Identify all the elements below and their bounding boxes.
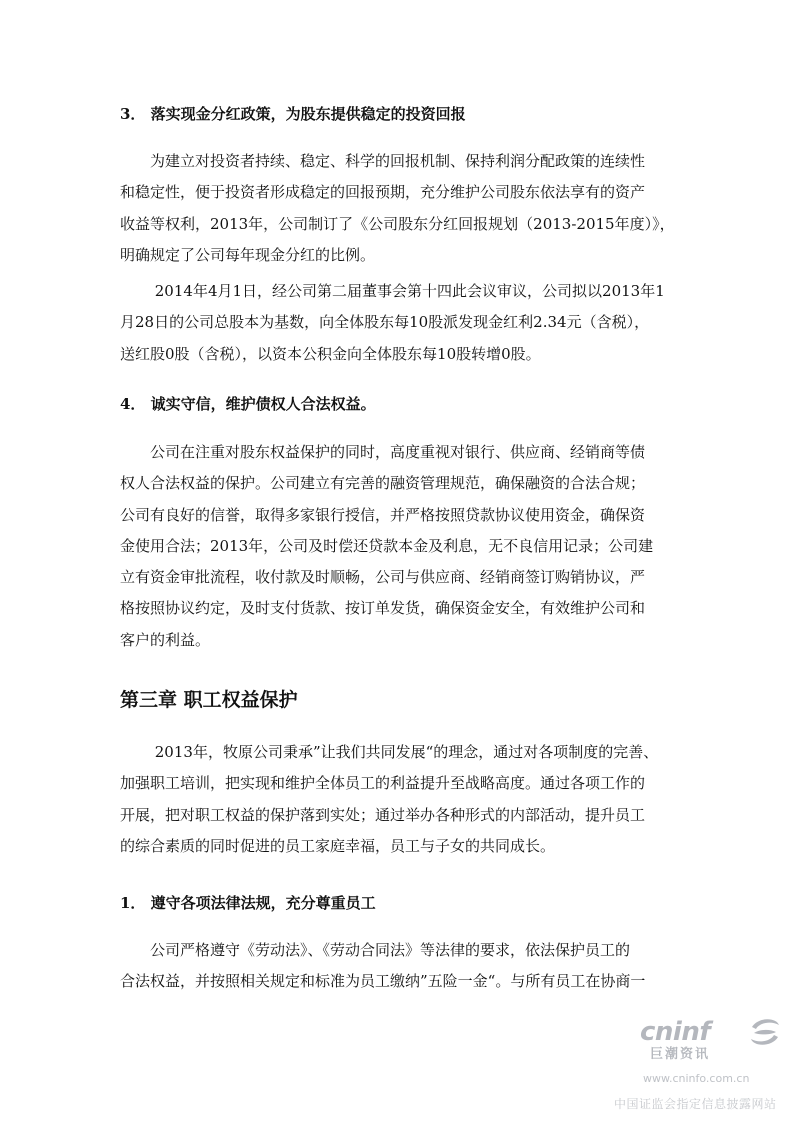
- text-line: 公司有良好的信誉，取得多家银行授信，并严格按照贷款协议使用资金，确保资: [120, 505, 646, 524]
- text-line: 2013年，牧原公司秉承”让我们共同发展“的理念，通过对各项制度的完善、: [120, 743, 659, 761]
- chapter-3-intro-paragraph: [120, 737, 680, 862]
- text-line: 立有资金审批流程，收付款及时顺畅，公司与供应商、经销商签订购销协议，严: [120, 568, 646, 587]
- cninfo-tagline: 中国证监会指定信息披露网站: [614, 1097, 777, 1111]
- cninfo-watermark: [600, 1015, 790, 1115]
- chapter-3-title: 第三章 职工权益保护: [120, 689, 298, 711]
- section-4-title: 4． 诚实守信，维护债权人合法权益。: [120, 395, 376, 413]
- cninfo-chinese-name: 巨潮资讯: [650, 1047, 711, 1062]
- text-line: 的综合素质的同时促进的员工家庭幸福，员工与子女的共同成长。: [120, 836, 556, 855]
- text-line: 加强职工培训，把实现和维护全体员工的利益提升至战略高度。通过各项工作的: [120, 774, 646, 793]
- text-line: 明确规定了公司每年现金分红的比例。: [120, 245, 376, 264]
- chapter-3-section-1-paragraph: [120, 935, 680, 998]
- cninfo-logo-text: cninf: [640, 1017, 711, 1047]
- text-line: 合法权益，并按照相关规定和标准为员工缴纳”五险一金“。与所有员工在协商一: [120, 972, 646, 991]
- text-line: 月28日的公司总股本为基数，向全体股东每10股派发现金红利2.34元（含税），: [120, 313, 650, 332]
- cninfo-swirl-icon: [748, 1017, 782, 1047]
- text-line: 2014年4月1日，经公司第二届董事会第十四此会议审议，公司拟以2013年1: [120, 282, 665, 300]
- text-line: 为建立对投资者持续、稳定、科学的回报机制、保持利润分配政策的连续性: [120, 152, 646, 170]
- text-line: 公司在注重对股东权益保护的同时，高度重视对银行、供应商、经销商等债: [120, 443, 646, 461]
- text-line: 公司严格遵守《劳动法》、《劳动合同法》等法律的要求，依法保护员工的: [120, 941, 631, 959]
- section-3-paragraph-1: [120, 146, 680, 271]
- text-line: 金使用合法；2013年，公司及时偿还贷款本金及利息，无不良信用记录；公司建: [120, 536, 654, 555]
- section-3-paragraph-2: [120, 276, 680, 370]
- text-line: 客户的利益。: [120, 630, 211, 649]
- text-line: 权人合法权益的保护。公司建立有完善的融资管理规范，确保融资的合法合规；: [120, 474, 646, 493]
- text-line: 格按照协议约定，及时支付货款、按订单发货，确保资金安全，有效维护公司和: [120, 599, 646, 618]
- text-line: 送红股0股（含税），以资本公积金向全体股东每10股转增0股。: [120, 344, 541, 363]
- cninfo-url: www.cninfo.com.cn: [643, 1072, 750, 1085]
- text-line: 和稳定性，便于投资者形成稳定的回报预期，充分维护公司股东依法享有的资产: [120, 183, 646, 202]
- text-line: 收益等权利，2013年，公司制订了《公司股东分红回报规划（2013-2015年度）》，: [120, 214, 675, 233]
- section-4-paragraph-1: [120, 437, 680, 656]
- text-line: 开展，把对职工权益的保护落到实处；通过举办各种形式的内部活动，提升员工: [120, 805, 646, 824]
- section-3-title: 3． 落实现金分红政策，为股东提供稳定的投资回报: [120, 105, 466, 123]
- chapter-3-section-1-title: 1． 遵守各项法律法规，充分尊重员工: [120, 894, 376, 912]
